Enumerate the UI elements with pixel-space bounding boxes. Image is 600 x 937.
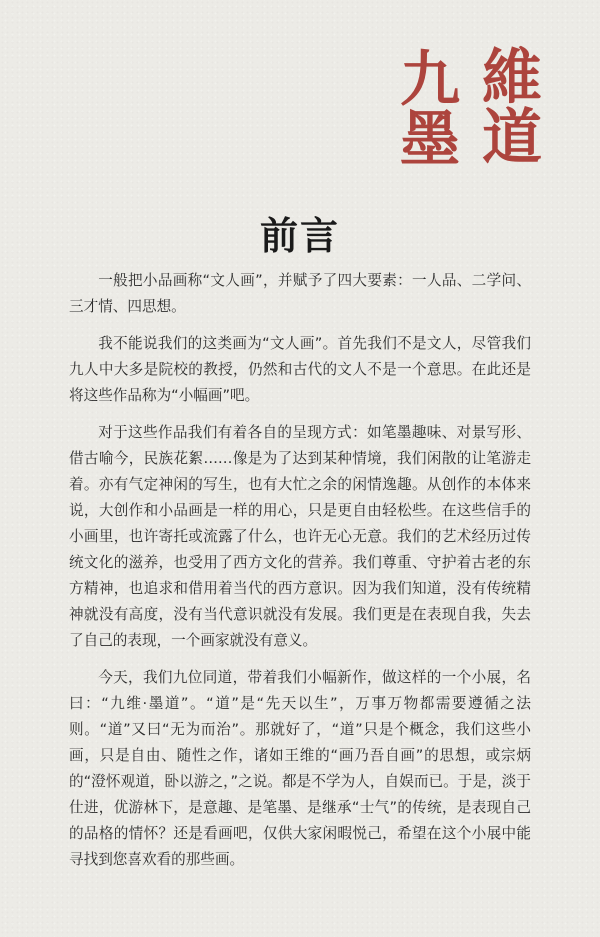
logo-char: 維 xyxy=(482,43,542,113)
paragraph: 一般把小品画称“文人画”，并赋予了四大要素：一人品、二学问、三才情、四思想。 xyxy=(69,272,531,315)
logo-char: 九 xyxy=(400,45,460,115)
logo-seal xyxy=(400,43,560,175)
paragraph: 对于这些作品我们有着各自的呈现方式：如笔墨趣味、对景写形、借古喻今，民族花絮……像是为了达到某种情境，我们闲散的让笔游走着。亦有气定神闲的写生，也有大忙之余的闲情逸趣。从创作的本体来说，大创作和小品画是一样的用心，只是更自由轻松些。在这些信手的小画里，也许寄托或流露了什么，也许无心无意。我们的艺术经历过传统文化的滋养，也受用了西方文化的营养。我们尊重、守护着古老的东方精神，也追求和借用着当代的西方意识。因为我们知道，没有传统精神就没有高度，没有当代意识就没有发展。我们更是在表现自我，失去了自己的表现，一个画家就没有意义。 xyxy=(69,424,531,649)
logo-char: 墨 xyxy=(400,105,460,175)
paragraph: 今天，我们九位同道，带着我们小幅新作，做这样的一个小展，名曰：“九维·墨道”。“道”是“先天以生”，万事万物都需要遵循之法则。“道”又曰“无为而治”。那就好了，“道”只是个概念，我们这些小画，只是自由、随性之作，诸如王维的“画乃吾自画”的思想，或宗炳的“澄怀观道，卧以游之，”之说。都是不学为人，自娱而已。于是，淡于仕进，优游林下，是意趣、是笔墨、是继承“士气”的传统，是表现自己的品格的情怀？还是看画吧，仅供大家闲暇悦己，希望在这个小展中能寻找到您喜欢看的那些画。 xyxy=(69,669,531,868)
paragraph: 我不能说我们的这类画为“文人画”。首先我们不是文人，尽管我们九人中大多是院校的教授，仍然和古代的文人不是一个意思。在此还是将这些作品称为“小幅画”吧。 xyxy=(69,335,531,404)
preface-body xyxy=(69,268,531,884)
logo-char: 道 xyxy=(482,103,542,173)
page-title: 前言 xyxy=(259,213,340,259)
